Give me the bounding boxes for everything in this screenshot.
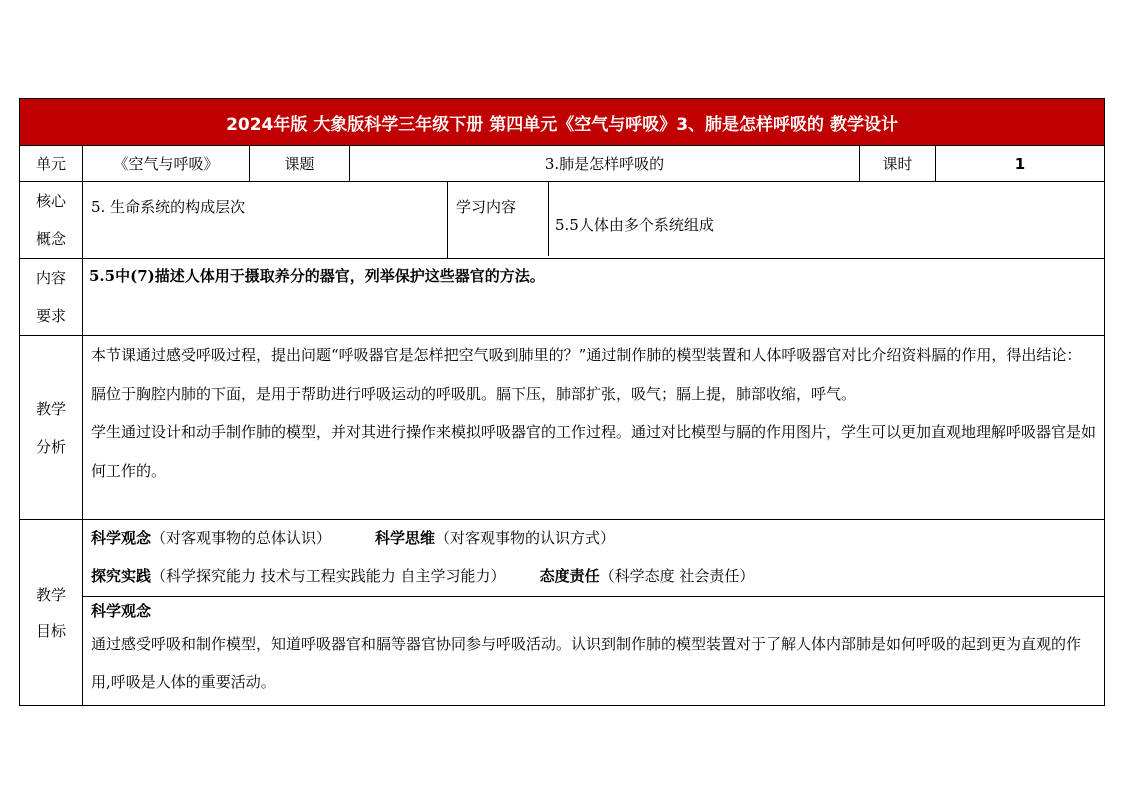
analysis-paragraph-2: 学生通过设计和动手制作肺的模型，并对其进行操作来模拟呼吸器官的工作过程。通过对比模型与膈的作用图片，学生可以更加直观地理解呼吸器官是如何工作的。 [91, 423, 1097, 480]
goal3-title: 探究实践 [91, 567, 152, 585]
teaching-analysis-label-line2: 分析 [35, 437, 66, 456]
goal4-title: 态度责任 [539, 567, 600, 585]
topic-label: 课题 [250, 146, 350, 182]
core-concept-label-line2: 概念 [35, 230, 66, 248]
goal1-desc: （对客观事物的总体认识） [151, 529, 332, 547]
content-requirement-label-line2: 要求 [35, 307, 66, 325]
teaching-goal-content [83, 520, 1105, 706]
teaching-analysis-label-line1: 教学 [35, 399, 66, 418]
goal3-desc: （科学探究能力 技术与工程实践能力 自主学习能力） [151, 567, 506, 585]
goal2-desc: （对客观事物的认识方式） [435, 529, 616, 547]
content-requirement-value: 5.5中(7)描述人体用于摄取养分的器官，列举保护这些器官的方法。 [83, 259, 1105, 336]
teaching-goal-label [20, 520, 83, 706]
learning-content-label: 学习内容 [448, 182, 549, 256]
teaching-goal-label-line2: 目标 [35, 621, 66, 640]
unit-label: 单元 [20, 146, 83, 182]
goal-section [83, 597, 1104, 701]
lesson-plan-table [19, 98, 1105, 706]
learning-content-cell [448, 182, 1105, 259]
content-requirement-label [20, 259, 83, 336]
goal2-title: 科学思维 [375, 529, 436, 547]
topic-value: 3.肺是怎样呼吸的 [350, 146, 860, 182]
document-title: 2024年版 大象版科学三年级下册 第四单元《空气与呼吸》3、肺是怎样呼吸的 教学设计 [20, 99, 1105, 146]
goal-dimension-line-1 [91, 520, 1096, 556]
hours-label: 课时 [860, 146, 936, 182]
core-concept-label [20, 182, 83, 259]
teaching-analysis-label [20, 336, 83, 520]
unit-value: 《空气与呼吸》 [83, 146, 250, 182]
hours-value: 1 [936, 146, 1105, 182]
goal1-title: 科学观念 [91, 529, 152, 547]
goal-section-title: 科学观念 [91, 602, 152, 620]
core-concept-label-line1: 核心 [35, 192, 66, 210]
goal-dimensions [83, 520, 1104, 597]
teaching-goal-label-line1: 教学 [35, 585, 66, 604]
goal4-desc: （科学态度 社会责任） [599, 567, 755, 585]
analysis-paragraph-1: 本节课通过感受呼吸过程，提出问题“呼吸器官是怎样把空气吸到肺里的？”通过制作肺的模型装置和人体呼吸器官对比介绍资料膈的作用，得出结论：膈位于胸腔内肺的下面，是用于帮助进行呼吸运动的呼吸肌。膈下压，肺部扩张，吸气；膈上提，肺部收缩，呼气。 [91, 346, 1082, 403]
learning-content-value: 5.5人体由多个系统组成 [555, 216, 714, 234]
goal-section-text: 通过感受呼吸和制作模型，知道呼吸器官和膈等器官协同参与呼吸活动。认识到制作肺的模型装置对于了解人体内部肺是如何呼吸的起到更为直观的作用,呼吸是人体的重要活动。 [91, 635, 1082, 691]
goal-dimension-line-2 [91, 556, 1096, 596]
content-requirement-label-line1: 内容 [35, 269, 66, 287]
teaching-analysis-text [83, 336, 1105, 520]
core-concept-value: 5. 生命系统的构成层次 [83, 182, 448, 259]
